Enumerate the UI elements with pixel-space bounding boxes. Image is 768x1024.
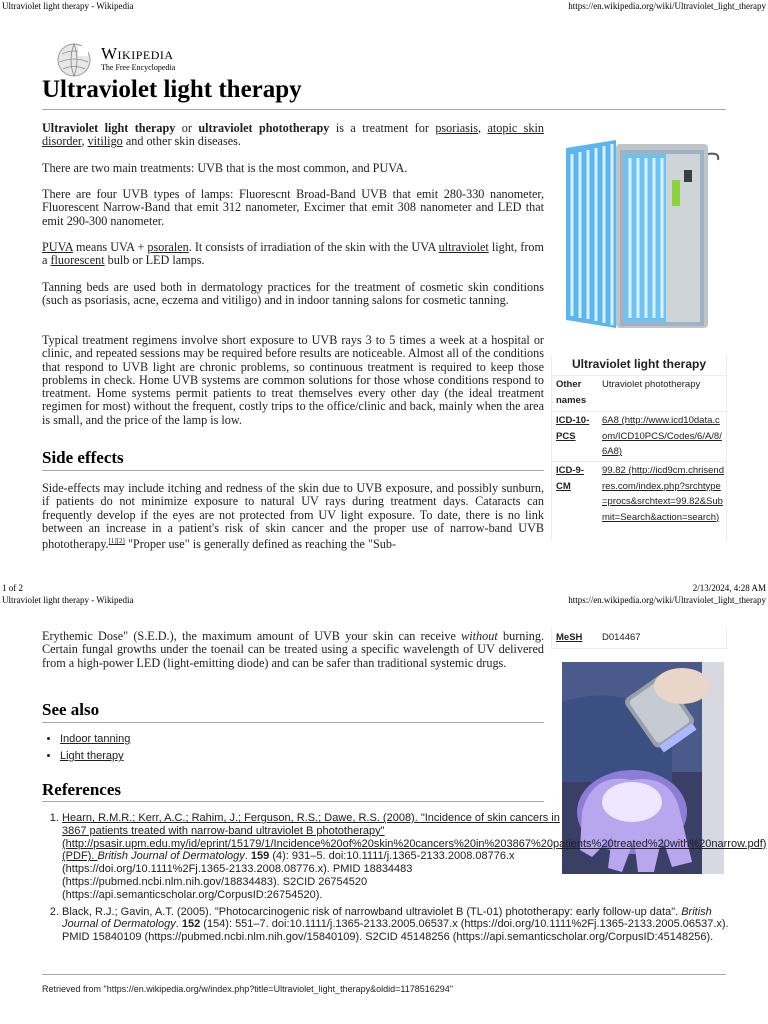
side-effects-continued	[42, 630, 544, 670]
page-title: Ultraviolet light therapy	[42, 76, 302, 103]
infobox-value: Utraviolet phototherapy	[602, 379, 701, 390]
link-fluorescent[interactable]: fluorescent	[50, 253, 105, 268]
text: .	[175, 918, 182, 931]
text: is a treatment for	[329, 121, 436, 135]
wikipedia-tagline: The Free Encyclopedia	[101, 63, 176, 72]
print-footer-page: 1 of 2	[2, 583, 23, 593]
text: Side-effects may include itching and redness of the skin due to UVB exposure, and possibly sunburn, if patients do not minimize exposure to natural UV rays during treatment days. Cataracts can frequently develop if the eyes are not protected from UV light exposure. To date, there is no link between an increase in a patient's risk of skin cancer and the proper use of narrow-band UVB phototherapy.	[42, 481, 544, 552]
uv-cabin-image	[560, 130, 726, 334]
journal-name: British Journal of Dermatology	[97, 850, 245, 863]
link-icd9-cm[interactable]: ICD-9-CM	[556, 465, 584, 492]
print-header-title-2: Ultraviolet light therapy - Wikipedia	[2, 595, 134, 605]
volume: 152	[181, 918, 201, 931]
text: light, from a	[42, 240, 544, 268]
infobox-continued	[551, 628, 727, 649]
infobox-title: Ultraviolet light therapy	[571, 357, 707, 371]
print-header-url: https://en.wikipedia.org/wiki/Ultraviolet_light_therapy	[568, 1, 766, 11]
text: burning. Certain fungal growths under the toenail can be treated using a specific wavelength of UV delivered from a high-power LED (light-emitting diode) and can be safer than traditional systemic drugs.	[42, 629, 544, 670]
section-divider	[42, 801, 544, 802]
journal-name: British Journal of Dermatology	[62, 905, 712, 931]
reference-identifiers[interactable]: (154): 551–7. doi:10.1111/j.1365-2133.2005.06537.x (https://doi.org/10.1111%2Fj.1365-2133.2005.06537.x). PMID 15840109 (https://pubmed.ncbi.nlm.nih.gov/15840109). S2CID 45148256 (https://api.semanticscholar.org/CorpusID:45148256).	[62, 918, 729, 944]
text: . It consists of irradiation of the skin with the UVA	[188, 240, 439, 254]
volume: 159	[250, 850, 270, 863]
section-divider	[42, 470, 544, 471]
link-light-therapy[interactable]: • Light therapy	[60, 748, 130, 765]
print-footer-date: 2/13/2024, 4:28 AM	[692, 583, 766, 593]
infobox-row-icd9	[552, 461, 726, 542]
footer-divider	[42, 974, 726, 975]
infobox	[551, 355, 727, 541]
link-mesh[interactable]: MeSH	[556, 632, 583, 643]
heading-references: References	[42, 780, 121, 799]
text: ,	[81, 134, 88, 149]
link-vitiligo[interactable]: vitiligo	[87, 134, 123, 149]
print-header-title: Ultraviolet light therapy - Wikipedia	[2, 1, 134, 11]
link-puva[interactable]: PUVA	[42, 240, 73, 254]
link-ultraviolet[interactable]: ultraviolet	[438, 240, 489, 254]
reference-identifiers[interactable]: (4): 931–5. doi:10.1111/j.1365-2133.2008.08776.x (https://doi.org/10.1111%2Fj.1365-2133.2008.08776.x). PMID 18834483 (https://pubmed.ncbi.nlm.nih.gov/18834483). S2CID 26754520 (https://api.semanticscholar.org/CorpusID:26754520).	[62, 850, 515, 901]
link-psoriasis[interactable]: psoriasis	[435, 121, 478, 135]
side-effects-paragraph	[42, 482, 544, 552]
references-list	[46, 812, 767, 948]
text: bulb or LED lamps.	[104, 253, 205, 268]
term-uv-phototherapy: ultraviolet phototherapy	[198, 121, 330, 135]
retrieved-from[interactable]: Retrieved from "https://en.wikipedia.org/w/index.php?title=Ultraviolet_light_therapy&oldid=1178516294"	[42, 984, 453, 994]
text: means UVA +	[72, 240, 148, 254]
intro-paragraph-2: There are two main treatments: UVB that is the most common, and PUVA.	[42, 161, 408, 175]
text: or	[175, 121, 199, 135]
text: and other skin diseases.	[122, 134, 241, 149]
reference-2	[62, 906, 742, 944]
intro-paragraph-3: There are four UVB types of lamps: Fluorescnt Broad-Band UVB that emit 280-330 nanometer, Fluorescent Narrow-Band that emit 312 nanometer, Excimer that emit 308 nanometer and LED that emit 290-300 nanometer.	[42, 187, 544, 228]
see-also-list	[46, 731, 130, 765]
title-divider	[42, 109, 726, 110]
infobox-label: Other names	[556, 379, 587, 406]
citation-1-2[interactable]: [1][2]	[108, 537, 125, 546]
link-atopic-skin-disorder[interactable]: atopic skin disorder	[42, 121, 544, 149]
text: "Proper use" is generally defined as reaching the "Sub-	[124, 537, 397, 552]
link-icd10-code[interactable]: 6A8 (http://www.icd10data.com/ICD10PCS/Codes/6/A/8/6A8)	[602, 415, 722, 457]
infobox-row-icd10	[552, 411, 726, 460]
reference-link[interactable]: Hearn, R.M.R.; Kerr, A.C.; Rahim, J.; Ferguson, R.S.; Dawe, R.S. (2008). "Incidence of skin cancers in 3867 patients treated with narrow-band ultraviolet B phototherapy" (http://psasir.upm.edu.my/id/eprint/15179/1/Incidence%20of%20skin%20cancers%20in%203867%20patients%20treated%20with%20narrow.pdf) (PDF).	[62, 812, 767, 863]
intro-paragraph-5: Tanning beds are used both in dermatology practices for the treatment of cosmetic skin conditions (such as psoriasis, acne, eczema and vitiligo) and in indoor tanning salons for cosmetic tanning.	[42, 280, 544, 308]
text: .	[244, 850, 251, 863]
intro-paragraph-6: Typical treatment regimens involve short exposure to UVB rays 3 to 5 times a week at a hospital or clinic, and repeated sessions may be required before results are noticeable. Almost all of the conditions that respond to UVB light are chronic problems, so continuous treatment is required to keep those problems in check. Home UVB systems are common solutions for those whose conditions respond to treatment. Home systems permit patients to treat themselves every other day (the ideal treatment regimen for most) without the frequent, costly trips to the office/clinic and back, mainly when the area is small, and the price of the lamp is low.	[42, 333, 544, 427]
intro-paragraph-4	[42, 241, 544, 268]
section-divider	[42, 722, 544, 723]
text: ,	[477, 121, 488, 135]
intro-paragraph-1	[42, 122, 544, 149]
heading-see-also: See also	[42, 700, 100, 719]
wikipedia-wordmark: Wikipedia	[101, 44, 174, 63]
reference-1	[62, 812, 767, 902]
wikipedia-globe-logo[interactable]	[56, 42, 92, 78]
emphasis: without	[461, 629, 498, 643]
link-indoor-tanning[interactable]: • Indoor tanning	[60, 731, 130, 748]
infobox-value: D014467	[602, 632, 641, 643]
link-icd10-pcs[interactable]: ICD-10-PCS	[556, 415, 590, 442]
print-header-url-2: https://en.wikipedia.org/wiki/Ultraviolet_light_therapy	[568, 595, 766, 605]
infobox-row-other-names	[552, 375, 726, 410]
link-icd9-code[interactable]: 99.82 (http://icd9cm.chrisendres.com/index.php?srchtype=procs&srchtext=99.82&Submit=Search&action=search)	[602, 465, 724, 523]
text: Erythemic Dose" (S.E.D.), the maximum amount of UVB your skin can receive	[42, 629, 462, 643]
heading-side-effects: Side effects	[42, 448, 124, 467]
term-uv-light-therapy: Ultraviolet light therapy	[42, 121, 176, 135]
link-psoralen[interactable]: psoralen	[147, 240, 189, 254]
text: Black, R.J.; Gavin, A.T. (2005). "Photocarcinogenic risk of narrowband ultraviolet B (TL-01) phototherapy: early follow-up data".	[62, 905, 682, 918]
